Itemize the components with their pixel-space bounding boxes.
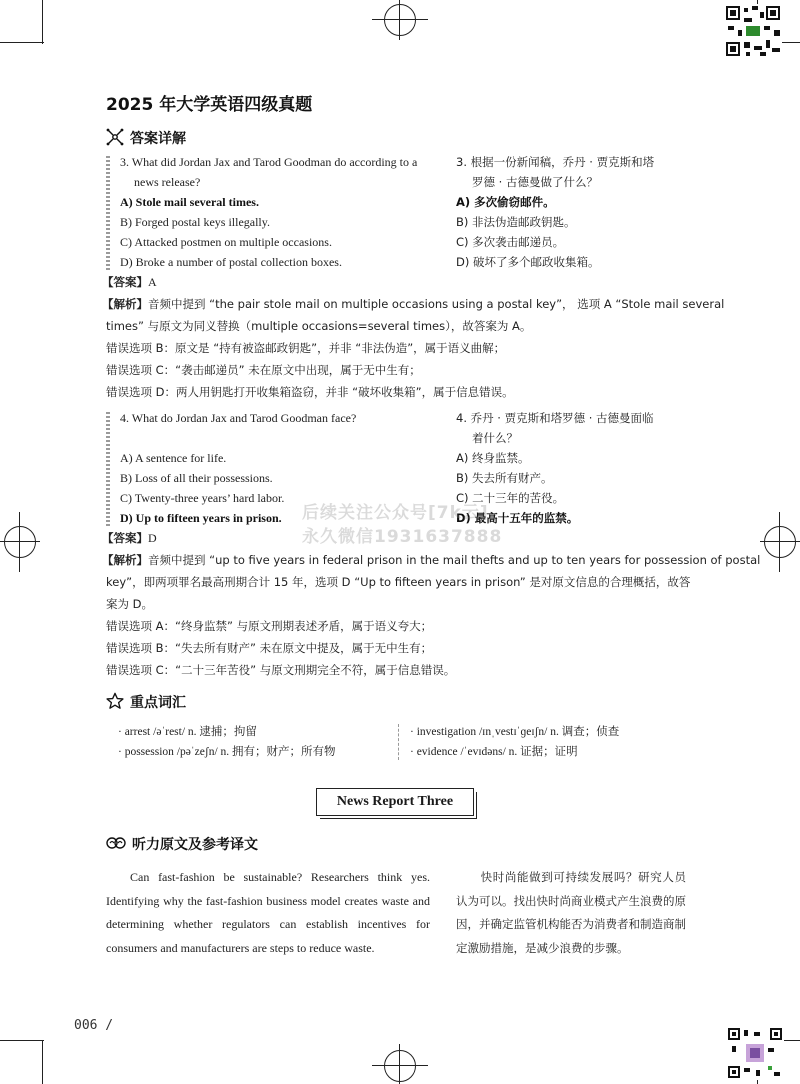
registration-line bbox=[760, 541, 800, 542]
qr-code-icon bbox=[726, 1026, 784, 1080]
answer-section-title: 答案详解 bbox=[130, 131, 186, 147]
vocab-item: · evidence /ˈevɪdəns/ n. 证据；证明 bbox=[410, 746, 578, 758]
q3-wrong-d: 错误选项 D：两人用钥匙打开收集箱盗窃，并非 “破坏收集箱”，属于信息错误。 bbox=[106, 385, 514, 399]
q4-wrong-b: 错误选项 B：“失去所有财产” 未在原文中提及，属于无中生有； bbox=[106, 641, 433, 655]
watermark-line: 永久微信1931637888 bbox=[302, 527, 503, 547]
q3-option-d-en: D) Broke a number of postal collection boxes. bbox=[120, 255, 342, 269]
q4-answer bbox=[102, 530, 157, 546]
q4-option-b-en: B) Loss of all their possessions. bbox=[120, 471, 273, 485]
registration-line bbox=[372, 1065, 428, 1066]
listening-text-en-content: Can fast-fashion be sustainable? Researchers think yes. Identifying why the fast-fashion business model creates waste and determining whether regulators can establish incentives for consumers and manufacturers are steps to reduce waste. bbox=[106, 870, 430, 955]
vocab-section-title: 重点词汇 bbox=[130, 695, 186, 711]
q4-analysis-line3: 案为 D。 bbox=[106, 597, 154, 611]
q3-option-b-en: B) Forged postal keys illegally. bbox=[120, 215, 270, 229]
vocab-item: · investigation /ɪnˌvestɪˈɡeɪʃn/ n. 调查；侦查 bbox=[410, 726, 620, 738]
q3-option-a-cn: A) 多次偷窃邮件。 bbox=[456, 195, 555, 209]
watermark-line: 后续关注公众号[7k云] bbox=[302, 503, 489, 523]
registration-line bbox=[399, 1044, 400, 1084]
q4-option-c-en: C) Twenty-three years’ hard labor. bbox=[120, 491, 285, 505]
q4-wrong-c: 错误选项 C：“二十三年苦役” 与原文刑期完全不符，属于信息错误。 bbox=[106, 663, 456, 677]
listening-text-en bbox=[106, 866, 430, 960]
q3-question-cn: 3. 根据一份新闻稿，乔丹 · 贾克斯和塔 bbox=[456, 155, 655, 169]
vocab-item: · arrest /əˈrest/ n. 逮捕；拘留 bbox=[118, 726, 257, 738]
q4-question-cn-cont: 着什么？ bbox=[472, 431, 518, 445]
registration-line bbox=[372, 19, 428, 20]
q3-question-en: 3. What did Jordan Jax and Tarod Goodman do according to a bbox=[120, 155, 418, 169]
answer-label: 【答案】 bbox=[102, 275, 148, 289]
question-bar bbox=[106, 156, 110, 270]
analysis-text: 音频中提到 “up to five years in federal prison in the mail thefts and up to ten years for possession of postal bbox=[148, 553, 761, 567]
crop-mark bbox=[42, 1040, 43, 1084]
registration-line bbox=[0, 541, 40, 542]
q3-analysis-line2: times” 与原文为同义替换（multiple occasions=several times），故答案为 A。 bbox=[106, 319, 532, 333]
q4-option-c-cn: C) 二十三年的苦役。 bbox=[456, 491, 565, 505]
q4-wrong-a: 错误选项 A：“终身监禁” 与原文刑期表述矛盾，属于语义夸大； bbox=[106, 619, 433, 633]
q3-wrong-b: 错误选项 B：原文是 “持有被盗邮政钥匙”，并非 “非法伪造”，属于语义曲解； bbox=[106, 341, 506, 355]
q4-analysis-line1 bbox=[102, 552, 761, 568]
vocab-divider bbox=[398, 724, 399, 760]
q3-option-b-cn: B) 非法伪造邮政钥匙。 bbox=[456, 215, 576, 229]
q4-option-d-cn: D) 最高十五年的监禁。 bbox=[456, 511, 579, 525]
q4-option-b-cn: B) 失去所有财产。 bbox=[456, 471, 553, 485]
star-icon bbox=[106, 692, 124, 710]
qr-code-icon bbox=[724, 4, 782, 58]
q4-option-d-en: D) Up to fifteen years in prison. bbox=[120, 511, 282, 525]
q3-option-a-en: A) Stole mail several times. bbox=[120, 195, 259, 209]
q4-analysis-line2: key”，即两项罪名最高刑期合计 15 年，选项 D “Up to fifteen years in prison” 是对原文信息的合理概括，故答 bbox=[106, 575, 691, 589]
q3-wrong-c: 错误选项 C：“袭击邮递员” 未在原文中出现，属于无中生有； bbox=[106, 363, 421, 377]
crop-mark bbox=[0, 1040, 44, 1041]
answer-label: 【答案】 bbox=[102, 531, 148, 545]
listening-section-title: 听力原文及参考译文 bbox=[132, 837, 258, 853]
answer-value: A bbox=[148, 275, 157, 289]
q3-question-cn-cont: 罗德 · 古德曼做了什么？ bbox=[472, 175, 598, 189]
atom-icon bbox=[106, 128, 124, 146]
analysis-label: 【解析】 bbox=[102, 553, 148, 567]
news-report-label: News Report Three bbox=[316, 788, 474, 816]
analysis-text: 音频中提到 “the pair stole mail on multiple occasions using a postal key”， 选项 A “Stole mail several bbox=[148, 297, 725, 311]
page-title: 2025 年大学英语四级真题 bbox=[106, 95, 313, 115]
page-number: 006 / bbox=[74, 1018, 114, 1033]
vocab-item: · possession /pəˈzeʃn/ n. 拥有；财产；所有物 bbox=[118, 746, 336, 758]
q3-option-d-cn: D) 破坏了多个邮政收集箱。 bbox=[456, 255, 600, 269]
q4-option-a-en: A) A sentence for life. bbox=[120, 451, 227, 465]
question-bar bbox=[106, 412, 110, 526]
listening-text-cn-content: 快时尚能做到可持续发展吗？研究人员认为可以。找出快时尚商业模式产生浪费的原因，并确定监管机构能否为消费者和制造商制定激励措施，是减少浪费的步骤。 bbox=[456, 870, 686, 955]
headphones-icon bbox=[106, 834, 126, 852]
q3-option-c-en: C) Attacked postmen on multiple occasions. bbox=[120, 235, 332, 249]
q3-answer bbox=[102, 274, 157, 290]
listening-text-cn bbox=[456, 866, 686, 960]
q4-question-cn: 4. 乔丹 · 贾克斯和塔罗德 · 古德曼面临 bbox=[456, 411, 654, 425]
q3-question-en-cont: news release? bbox=[134, 175, 201, 189]
crop-mark bbox=[42, 0, 43, 44]
q4-option-a-cn: A) 终身监禁。 bbox=[456, 451, 530, 465]
q3-option-c-cn: C) 多次袭击邮递员。 bbox=[456, 235, 565, 249]
analysis-label: 【解析】 bbox=[102, 297, 148, 311]
crop-mark bbox=[0, 42, 44, 43]
answer-value: D bbox=[148, 531, 157, 545]
q4-question-en: 4. What do Jordan Jax and Tarod Goodman face? bbox=[120, 411, 357, 425]
q3-analysis-line1 bbox=[102, 296, 725, 312]
